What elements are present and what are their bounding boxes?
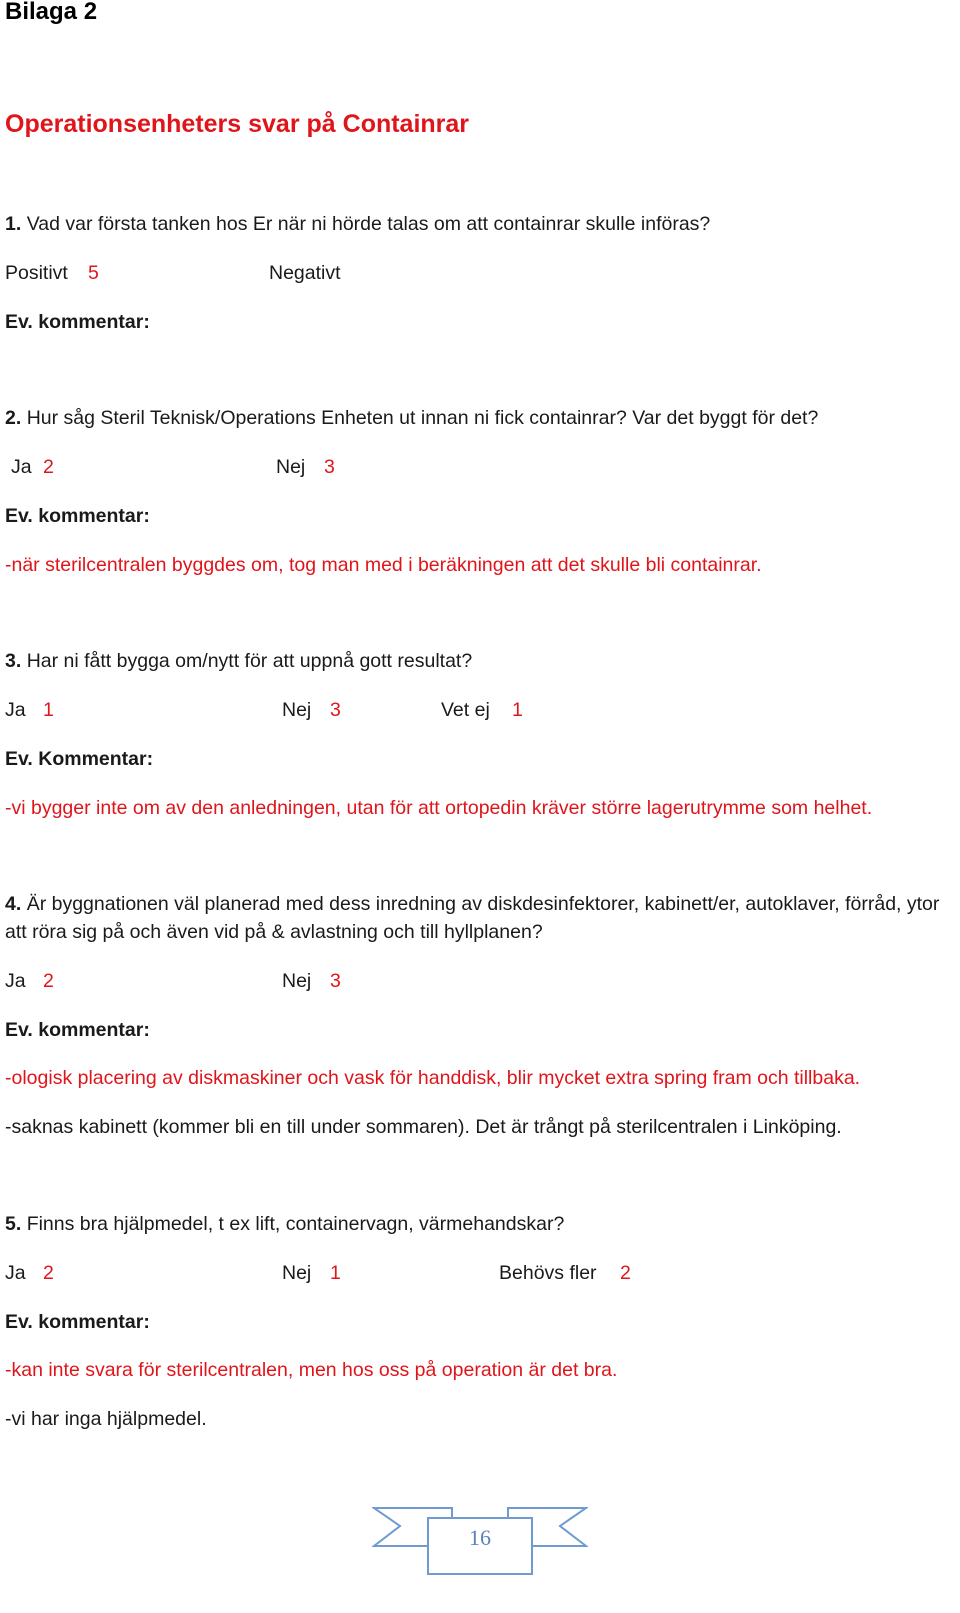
answer-need-more-label: Behövs fler bbox=[499, 1262, 597, 1284]
question-number: 4. bbox=[5, 893, 22, 915]
answer-yes-label: Ja bbox=[5, 699, 26, 721]
question-number: 1. bbox=[5, 213, 22, 235]
comment-label: Ev. kommentar: bbox=[5, 1311, 150, 1333]
question-1 bbox=[5, 212, 710, 236]
comment-label: Ev. Kommentar: bbox=[5, 748, 154, 770]
answer-positive-label: Positivt bbox=[5, 262, 68, 284]
comment-text: -saknas kabinett (kommer bli en till under sommaren). Det är trångt på sterilcentralen i Linköping. bbox=[5, 1116, 842, 1138]
answer-no-label: Nej bbox=[282, 699, 312, 721]
appendix-label: Bilaga 2 bbox=[5, 0, 98, 25]
question-number: 5. bbox=[5, 1213, 22, 1235]
question-number: 2. bbox=[5, 407, 22, 429]
answer-no-count: 3 bbox=[324, 456, 335, 478]
page-title: Operationsenheters svar på Containrar bbox=[5, 110, 470, 138]
question-text: Finns bra hjälpmedel, t ex lift, containervagn, värmehandskar? bbox=[26, 1213, 565, 1235]
answer-negative-label: Negativt bbox=[269, 262, 341, 284]
answer-positive-count: 5 bbox=[88, 262, 99, 284]
question-3 bbox=[5, 649, 472, 673]
question-text: Är byggnationen väl planerad med dess inredning av diskdesinfektorer, kabinett/er, autoklaver, förråd, ytor att röra sig på och även vid på & avlastning och till hyllplanen? bbox=[5, 893, 940, 943]
answer-need-more-count: 2 bbox=[620, 1262, 631, 1284]
answer-no-label: Nej bbox=[276, 456, 306, 478]
answer-dont-know-label: Vet ej bbox=[441, 699, 490, 721]
comment-label: Ev. kommentar: bbox=[5, 311, 150, 333]
answer-dont-know-count: 1 bbox=[512, 699, 523, 721]
question-4 bbox=[5, 890, 945, 946]
answer-no-label: Nej bbox=[282, 970, 312, 992]
comment-text: -ologisk placering av diskmaskiner och vask för handdisk, blir mycket extra spring fram och tillbaka. bbox=[5, 1067, 861, 1089]
page-number: 16 bbox=[469, 1525, 491, 1550]
answer-yes-count: 2 bbox=[43, 970, 54, 992]
answer-yes-label: Ja bbox=[11, 456, 32, 478]
answer-no-count: 3 bbox=[330, 970, 341, 992]
comment-text: -vi bygger inte om av den anledningen, utan för att ortopedin kräver större lagerutrymme som helhet. bbox=[5, 797, 873, 819]
question-text: Har ni fått bygga om/nytt för att uppnå gott resultat? bbox=[26, 650, 473, 672]
comment-text: -vi har inga hjälpmedel. bbox=[5, 1408, 207, 1430]
question-2 bbox=[5, 406, 818, 430]
comment-text: -när sterilcentralen byggdes om, tog man med i beräkningen att det skulle bli containrar. bbox=[5, 554, 762, 576]
question-text: Hur såg Steril Teknisk/Operations Enheten ut innan ni fick containrar? Var det byggt för det? bbox=[26, 407, 819, 429]
answer-yes-label: Ja bbox=[5, 970, 26, 992]
question-5 bbox=[5, 1212, 564, 1236]
answer-no-label: Nej bbox=[282, 1262, 312, 1284]
answer-yes-count: 1 bbox=[43, 699, 54, 721]
comment-label: Ev. kommentar: bbox=[5, 505, 150, 527]
question-text: Vad var första tanken hos Er när ni hörde talas om att containrar skulle införas? bbox=[26, 213, 711, 235]
answer-yes-count: 2 bbox=[43, 1262, 54, 1284]
answer-yes-label: Ja bbox=[5, 1262, 26, 1284]
answer-yes-count: 2 bbox=[43, 456, 54, 478]
comment-text: -kan inte svara för sterilcentralen, men hos oss på operation är det bra. bbox=[5, 1359, 618, 1381]
question-number: 3. bbox=[5, 650, 22, 672]
comment-label: Ev. kommentar: bbox=[5, 1019, 150, 1041]
answer-no-count: 1 bbox=[330, 1262, 341, 1284]
answer-no-count: 3 bbox=[330, 699, 341, 721]
